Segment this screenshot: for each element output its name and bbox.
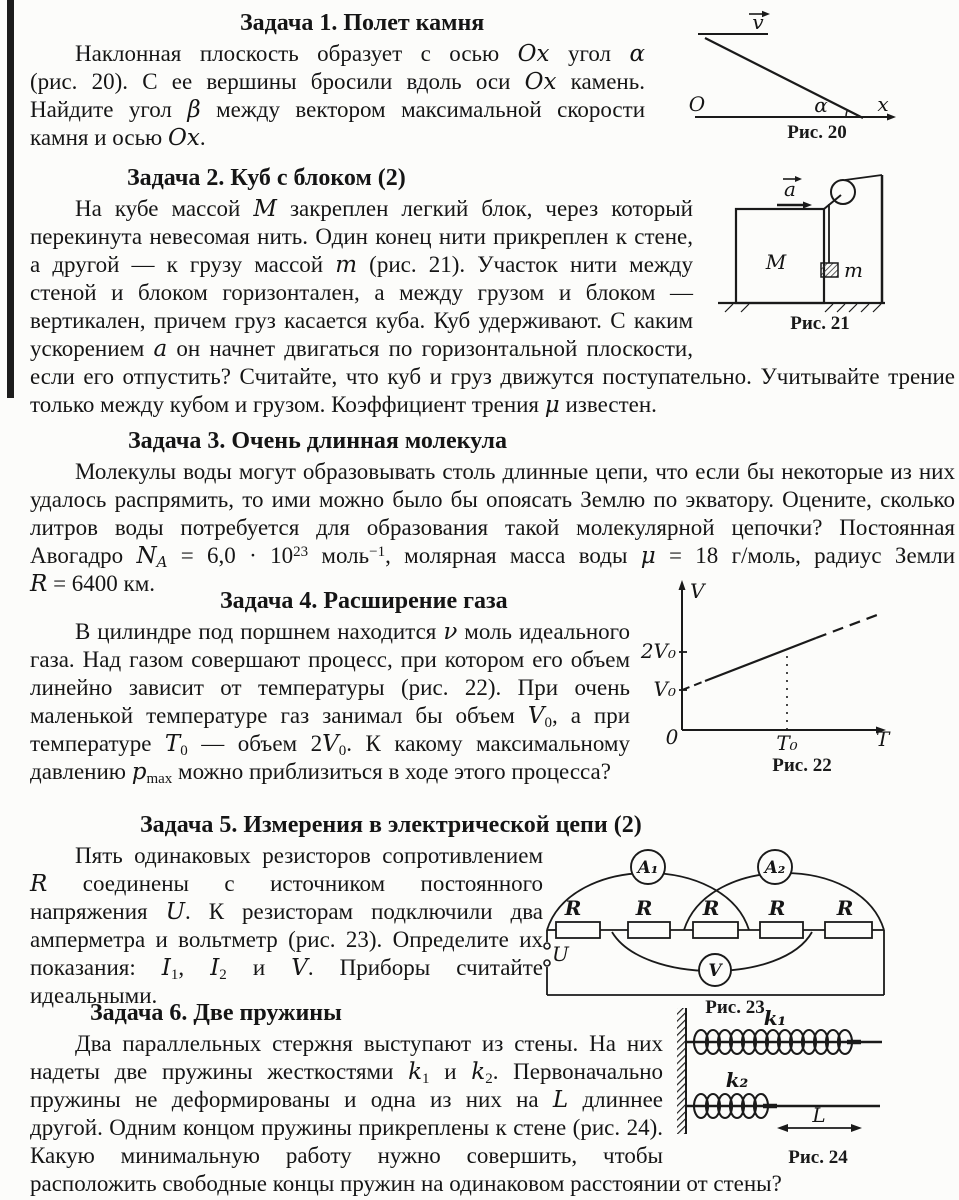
source-terminal-bottom — [544, 960, 550, 966]
fig23-label-R3: R — [702, 896, 720, 920]
load-m — [821, 263, 838, 277]
fig23-label-R2: R — [635, 896, 653, 920]
problem-4-title: Задача 4. Расширение газа — [220, 588, 508, 614]
fig23-label-V: V — [708, 961, 722, 981]
resistor-3 — [693, 922, 738, 938]
resistor-2 — [628, 922, 670, 938]
fig22-label-V0: V₀ — [653, 677, 676, 701]
fig22-label-T0: T₀ — [776, 731, 798, 755]
resistor-1 — [556, 922, 600, 938]
fig21-label-m: m — [844, 258, 863, 282]
fig23-label-A1: A₁ — [637, 858, 659, 878]
problem-5-text: Пять одинаковых резисторов сопротивлением R соединены с источником постоянного напряжения U. К резисторам подключили два амперметра и вольтметр (рис. 23). Определите их показания: $I_1$, $I_2$ и V. Приборы считайте идеальными. — [30, 843, 543, 1008]
fig20-label-origin: O — [688, 92, 706, 116]
source-terminal-top — [544, 943, 550, 949]
figure-24-drawing — [663, 992, 955, 1170]
figure-22 — [630, 572, 955, 782]
fig22-label-zero: 0 — [665, 725, 679, 749]
figure-23-caption: Рис. 23 — [705, 997, 765, 1017]
problem-2 — [30, 165, 955, 419]
problem-4-text: В цилиндре под поршнем находится ν моль идеального газа. Над газом совершают процесс, при котором его объем линейно зависит от температуры (рис. 22). При очень маленькой температуре газ занимал бы объем $V_0$, а при температуре $T_0$ — объем $2V_0$. К какому максимальному давлению $p_{max}$ можно приблизиться в ходе этого процесса? — [30, 619, 631, 787]
figure-20-caption: Рис. 20 — [787, 122, 847, 143]
figure-23 — [543, 842, 955, 1017]
acceleration-arrowhead — [803, 202, 812, 209]
process-line-dashed-start — [682, 681, 705, 690]
fig21-label-a: a — [784, 177, 796, 201]
process-line-solid — [705, 638, 816, 681]
problem-2-text: На кубе массой M закреплен легкий блок, через который перекинута невесомая нить. Один конец нити прикреплен к стене, а другой — к грузу массой m (рис. 21). Участок нити между стеной и блоком горизонтален, а между грузом и блоком — вертикален, причем груз касается куба. Куб удерживают. С каким ускорением a он начнет двигаться по горизонтальной плоскости, если его отпустить? Считайте, что куб и груз движутся поступательно. Учитывайте трение только между кубом и грузом. Коэффициент трения μ известен. — [30, 196, 955, 418]
fig22-label-2V0: 2V₀ — [640, 639, 676, 663]
figure-21-drawing — [693, 165, 955, 340]
fig24-label-k2: k₂ — [725, 1068, 749, 1092]
problem-4 — [30, 579, 955, 787]
fig23-label-R1: R — [564, 896, 582, 920]
L-arrowhead-left — [777, 1124, 788, 1132]
vt-graph — [679, 580, 887, 734]
figure-21-caption: Рис. 21 — [790, 313, 850, 334]
fig23-label-A2: A₂ — [764, 858, 786, 878]
wall-hatched — [677, 1008, 686, 1134]
figure-23-drawing — [543, 842, 955, 1017]
problem-6-title: Задача 6. Две пружины — [90, 1000, 342, 1026]
problem-6 — [30, 1000, 955, 1198]
figure-21 — [693, 165, 955, 340]
resistor-4 — [760, 922, 803, 938]
resistor-5 — [825, 922, 872, 938]
problem-5-title: Задача 5. Измерения в электрической цепи (2) — [140, 812, 642, 838]
v-axis-arrowhead — [679, 580, 686, 590]
fig23-label-R4: R — [768, 896, 786, 920]
problem-3-text: Молекулы воды могут образовывать столь длинные цепи, что если бы некоторые из них удалось распрямить, то ими можно было бы опоясать Землю по экватору. Оцените, сколько литров воды потребуется для образования такой молекулярной цепочки? Постоянная Авогадро $N_A = 6,0 \cdot 10^{23}$ моль$^{-1}$, молярная масса воды μ = 18 г/моль, радиус Земли R = 6400 км. — [30, 459, 955, 597]
figure-24 — [663, 992, 955, 1170]
scan-artifact-bar — [7, 0, 14, 398]
process-line-dashed-end — [816, 615, 877, 638]
fig22-label-V: V — [690, 579, 705, 603]
incline-diagram — [695, 11, 896, 121]
fig21-label-M: M — [765, 250, 787, 274]
fig24-label-L: L — [812, 1103, 826, 1127]
problem-6-text: Два параллельных стержня выступают из стены. На них надеты две пружины жесткостями $k_1$ и $k_2$. Первоначально пружины не деформированы и одна из них на L длиннее другой. Одним концом пружины прикреплены к стене (рис. 24). Какую минимальную работу нужно совершить, чтобы расположить свободные концы пружин на одинаковом расстоянии от стены? — [30, 1031, 782, 1196]
fig24-label-k1: k₁ — [763, 1006, 787, 1030]
L-arrowhead-right — [851, 1124, 862, 1132]
fig20-label-alpha: α — [814, 93, 828, 117]
figure-20 — [645, 4, 955, 144]
fig20-label-x: x — [877, 92, 889, 116]
fig23-label-U: U — [552, 942, 569, 966]
problem-1-text: Наклонная плоскость образует с осью Ox угол α (рис. 20). С ее вершины бросили вдоль оси Ox камень. Найдите угол β между вектором максимальной скорости камня и осью Ox. — [30, 41, 645, 151]
figure-24-caption: Рис. 24 — [788, 1147, 848, 1168]
ground-hatching — [725, 304, 881, 312]
problem-1-title: Задача 1. Полет камня — [240, 10, 485, 36]
fig22-label-T: T — [876, 727, 890, 751]
fig20-label-velocity: v — [752, 10, 764, 34]
problem-3-title: Задача 3. Очень длинная молекула — [128, 428, 508, 454]
figure-22-drawing — [630, 572, 955, 782]
incline-line — [705, 38, 863, 118]
thread-horizontal — [845, 175, 882, 180]
spring-k2 — [694, 1094, 768, 1118]
problem-2-title: Задача 2. Куб с блоком (2) — [127, 165, 406, 191]
cube-block-diagram — [718, 175, 885, 312]
fig23-label-R5: R — [836, 896, 854, 920]
problem-5 — [30, 812, 955, 1017]
a-vector-arrowhead — [795, 176, 802, 182]
figure-22-caption: Рис. 22 — [772, 755, 832, 776]
figure-20-drawing — [645, 4, 955, 144]
problem-1 — [30, 10, 955, 152]
